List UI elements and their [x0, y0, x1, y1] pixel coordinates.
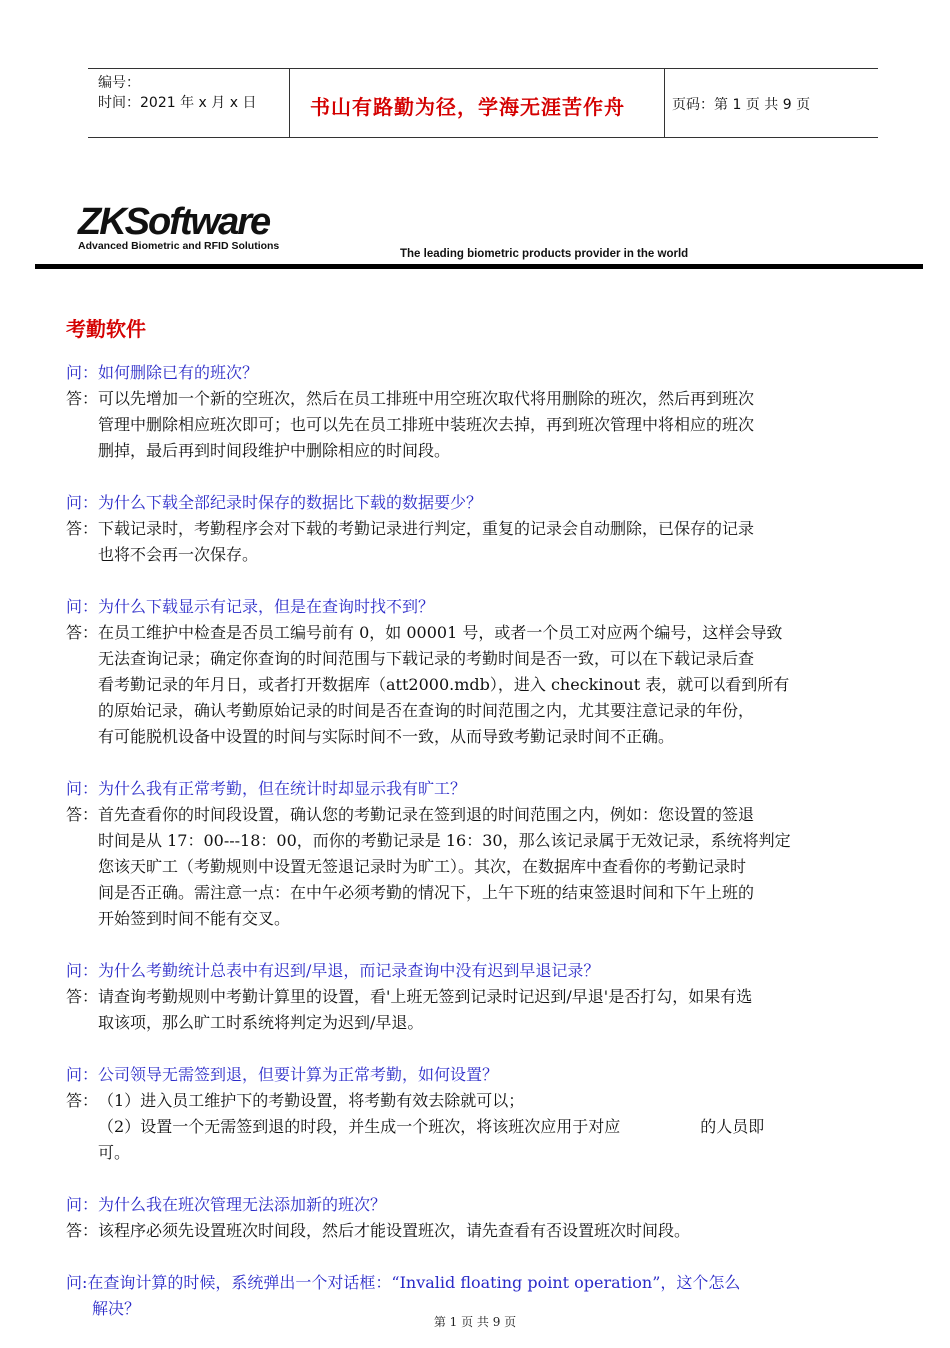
faq-question: 问：为什么我有正常考勤，但在统计时却显示我有旷工？	[66, 779, 467, 798]
answer-line: 看考勤记录的年月日，或者打开数据库（att2000.mdb），进入 checkinout 表，就可以看到所有	[98, 675, 790, 694]
answer-line: 该程序必须先设置班次时间段，然后才能设置班次，请先查看有否设置班次时间段。	[98, 1221, 691, 1240]
answer-label: 答：	[66, 805, 99, 824]
answer-line: 请查询考勤规则中考勤计算里的设置，看'上班无签到记录时记迟到/早退'是否打勾，如果有选	[98, 987, 753, 1006]
answer-line: 可以先增加一个新的空班次，然后在员工排班中用空班次取代将用删除的班次，然后再到班次	[98, 389, 755, 408]
zksoftware-logo	[78, 202, 279, 252]
faq-question-last-cont: 解决？	[92, 1299, 141, 1318]
faq-item	[66, 958, 916, 1036]
faq-question: 问：为什么下载全部纪录时保存的数据比下载的数据要少？	[66, 493, 483, 512]
answer-label: 答：	[66, 519, 99, 538]
answer-line: 在员工维护中检查是否员工编号前有 0，如 00001 号，或者一个员工对应两个编号，这样会导致	[98, 623, 783, 642]
answer-line: 的原始记录，确认考勤原始记录的时间是否在查询的时间范围之内，尤其要注意记录的年份，	[98, 701, 755, 720]
faq-answer	[66, 802, 916, 932]
document-number-label: 编号：	[98, 75, 140, 91]
header-motto: 书山有路勤为径，学海无涯苦作舟	[310, 95, 625, 119]
faq-answer	[66, 620, 916, 750]
header-page-code: 页码：第 1 页 共 9 页	[672, 97, 811, 113]
answer-label: 答：	[66, 1091, 99, 1110]
answer-line: 无法查询记录；确定你查询的时间范围与下载记录的考勤时间是否一致，可以在下载记录后查	[98, 649, 755, 668]
faq-answer	[66, 1218, 916, 1244]
logo-tagline: The leading biometric products provider in the world	[400, 248, 689, 260]
faq-answer	[66, 1088, 916, 1166]
answer-label: 答：	[66, 987, 99, 1006]
answer-line: 可。	[98, 1143, 131, 1162]
answer-line: 有可能脱机设备中设置的时间与实际时间不一致，从而导致考勤记录时间不正确。	[98, 727, 675, 746]
answer-label: 答：	[66, 389, 99, 408]
answer-line: 下载记录时，考勤程序会对下载的考勤记录进行判定，重复的记录会自动删除，已保存的记录	[98, 519, 755, 538]
page-footer: 第 1 页 共 9 页	[433, 1315, 517, 1329]
faq-question: 问：公司领导无需签到退，但要计算为正常考勤，如何设置？	[66, 1065, 499, 1084]
faq-answer	[66, 516, 916, 568]
faq-item	[66, 1192, 916, 1244]
header-page-cell	[664, 69, 878, 137]
faq-item	[66, 776, 916, 932]
answer-line: （2）设置一个无需签到退的时段，并生成一个班次，将该班次应用于对应 的人员即	[98, 1117, 765, 1136]
faq-question-last: 问:在查询计算的时候，系统弹出一个对话框：“Invalid floating point operation”，这个怎么	[66, 1273, 741, 1292]
faq-content	[66, 360, 916, 1348]
header-rule	[35, 264, 923, 269]
answer-label: 答：	[66, 1221, 99, 1240]
faq-item	[66, 1062, 916, 1166]
faq-question: 问：如何删除已有的班次？	[66, 363, 259, 382]
header-motto-cell	[290, 69, 665, 137]
header-info-cell	[88, 69, 290, 137]
faq-question: 问：为什么考勤统计总表中有迟到/早退，而记录查询中没有迟到早退记录？	[66, 961, 600, 980]
faq-question: 问：为什么下载显示有记录，但是在查询时找不到？	[66, 597, 435, 616]
logo-subtitle: Advanced Biometric and RFID Solutions	[78, 240, 280, 252]
answer-line: （1）进入员工维护下的考勤设置，将考勤有效去除就可以；	[98, 1091, 525, 1110]
document-header	[88, 68, 878, 138]
faq-item	[66, 360, 916, 464]
faq-question: 问：为什么我在班次管理无法添加新的班次？	[66, 1195, 387, 1214]
answer-line: 您该天旷工（考勤规则中设置无签退记录时为旷工）。其次，在数据库中查看你的考勤记录时	[98, 857, 747, 876]
answer-line: 管理中删除相应班次即可；也可以先在员工排班中装班次去掉，再到班次管理中将相应的班次	[98, 415, 755, 434]
section-title: 考勤软件	[66, 317, 146, 341]
faq-answer	[66, 386, 916, 464]
answer-line: 删掉，最后再到时间段维护中删除相应的时间段。	[98, 441, 451, 460]
answer-line: 首先查看你的时间段设置，确认您的考勤记录在签到退的时间范围之内，例如：您设置的签退	[98, 805, 755, 824]
document-date: 时间：2021 年 x 月 x 日	[98, 95, 257, 111]
answer-line: 取该项，那么旷工时系统将判定为迟到/早退。	[98, 1013, 424, 1032]
answer-line: 开始签到时间不能有交叉。	[98, 909, 291, 928]
answer-line: 也将不会再一次保存。	[98, 545, 259, 564]
answer-line: 时间是从 17：00---18：00，而你的考勤记录是 16：30，那么该记录属于无效记录，系统将判定	[98, 831, 791, 850]
answer-label: 答：	[66, 623, 99, 642]
faq-item	[66, 594, 916, 750]
answer-line: 间是否正确。需注意一点：在中午必须考勤的情况下，上午下班的结束签退时间和下午上班的	[98, 883, 755, 902]
faq-item	[66, 490, 916, 568]
logo-brand-text: ZKSoftware	[78, 201, 270, 243]
faq-answer	[66, 984, 916, 1036]
